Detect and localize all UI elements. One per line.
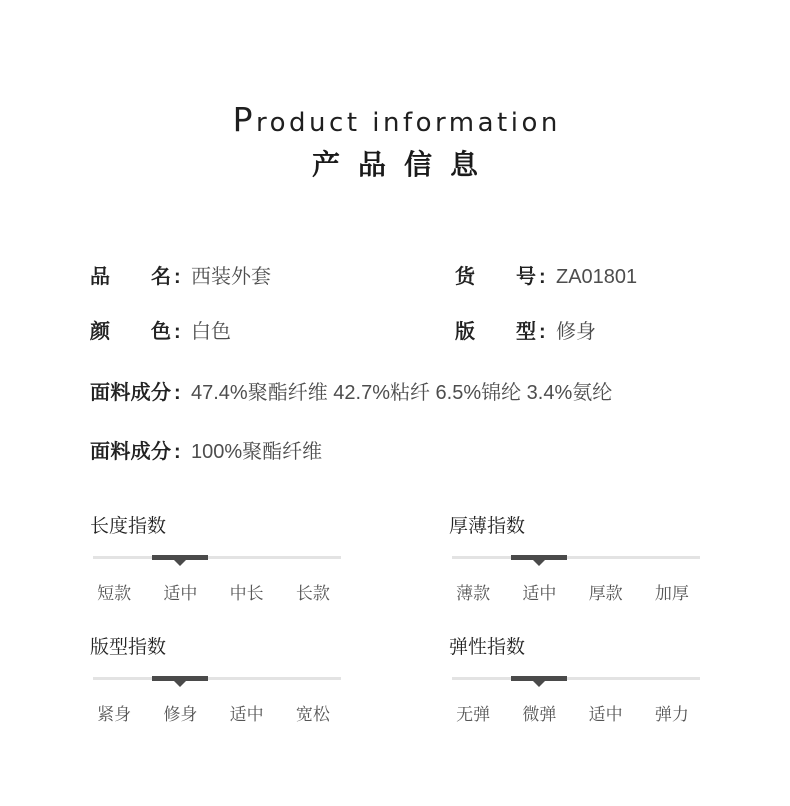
gauge-option: 加厚 xyxy=(654,584,689,603)
gauge-options xyxy=(440,584,705,604)
gauge-option: 中长 xyxy=(229,584,264,603)
gauge-title: 版型指数 xyxy=(90,637,167,658)
field-separator: : xyxy=(539,321,546,343)
gauge-title: 厚薄指数 xyxy=(449,516,526,537)
gauge-option: 短款 xyxy=(97,584,132,603)
field-label: 货 号 xyxy=(455,266,536,288)
gauge-option: 适中 xyxy=(522,584,557,603)
field-value: 西装外套 xyxy=(191,266,271,288)
gauge-option: 弹力 xyxy=(654,705,689,724)
field-value: 100%聚酯纤维 xyxy=(191,441,323,463)
gauge-option: 厚款 xyxy=(588,584,623,603)
gauge-options xyxy=(81,584,346,604)
pointer-triangle-icon xyxy=(533,681,545,687)
gauge-selected-marker xyxy=(511,676,567,681)
field-value: 白色 xyxy=(191,321,231,343)
fabric-composition-field xyxy=(90,383,690,403)
gauge-selected-marker xyxy=(152,676,208,681)
gauge-option: 长款 xyxy=(295,584,330,603)
product-name-field xyxy=(90,267,410,287)
field-value: 47.4%聚酯纤维 42.7%粘纤 6.5%锦纶 3.4%氨纶 xyxy=(191,382,613,404)
gauge-option: 适中 xyxy=(163,584,198,603)
gauge-options xyxy=(81,705,346,725)
field-label: 品 名 xyxy=(90,266,171,288)
gauge-option: 适中 xyxy=(229,705,264,724)
field-separator: : xyxy=(174,321,181,343)
gauge-option: 宽松 xyxy=(295,705,330,724)
gauge-option: 适中 xyxy=(588,705,623,724)
gauge-selected-marker xyxy=(511,555,567,560)
gauge-track xyxy=(452,556,700,559)
gauge-title: 长度指数 xyxy=(90,516,167,537)
field-label: 面料成分 xyxy=(90,382,171,404)
fit-type-field xyxy=(455,322,775,342)
pointer-triangle-icon xyxy=(533,560,545,566)
pointer-triangle-icon xyxy=(174,560,186,566)
thickness-index xyxy=(449,517,709,609)
pointer-triangle-icon xyxy=(174,681,186,687)
field-label: 版 型 xyxy=(455,321,536,343)
gauge-option: 无弹 xyxy=(456,705,491,724)
field-value: 修身 xyxy=(556,321,596,343)
fit-index xyxy=(90,638,350,730)
gauge-title: 弹性指数 xyxy=(449,637,526,658)
gauge-option: 微弹 xyxy=(522,705,557,724)
gauge-track xyxy=(93,677,341,680)
field-separator: : xyxy=(174,266,181,288)
field-label: 颜 色 xyxy=(90,321,171,343)
fabric-composition-field xyxy=(90,442,690,462)
field-separator: : xyxy=(174,441,181,463)
page-subtitle: 产品信息 xyxy=(311,148,496,181)
gauge-selected-marker xyxy=(152,555,208,560)
field-separator: : xyxy=(539,266,546,288)
gauge-option: 修身 xyxy=(163,705,198,724)
gauge-track xyxy=(93,556,341,559)
item-number-field xyxy=(455,267,775,287)
gauge-option: 薄款 xyxy=(456,584,491,603)
gauge-options xyxy=(440,705,705,725)
color-field xyxy=(90,322,410,342)
gauge-track xyxy=(452,677,700,680)
page-title: Product information xyxy=(232,100,561,139)
field-label: 面料成分 xyxy=(90,441,171,463)
gauge-option: 紧身 xyxy=(97,705,132,724)
field-separator: : xyxy=(174,382,181,404)
elasticity-index xyxy=(449,638,709,730)
length-index xyxy=(90,517,350,609)
field-value: ZA01801 xyxy=(556,266,638,288)
